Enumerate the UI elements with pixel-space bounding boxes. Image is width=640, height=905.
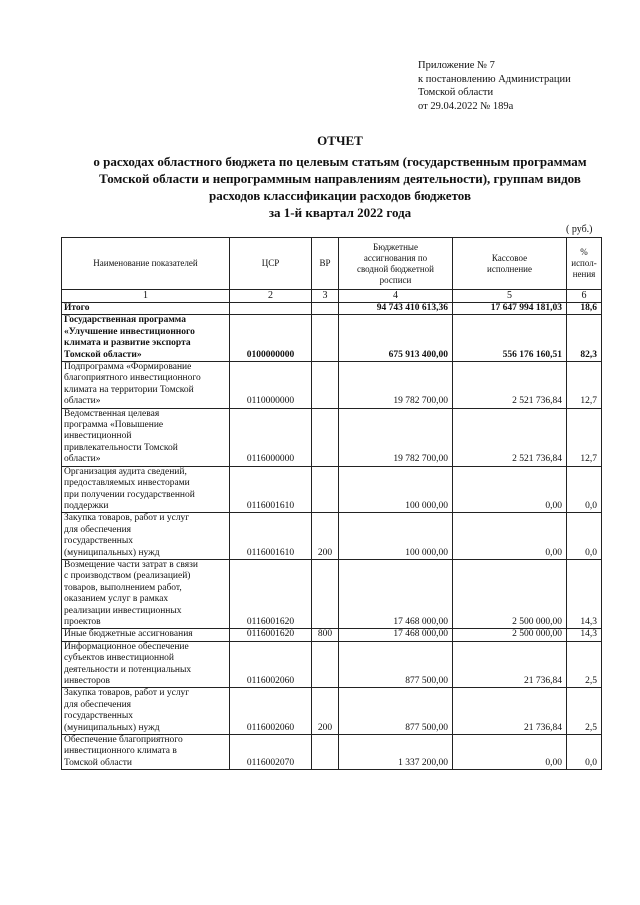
row-pct: 0,0 [567,735,602,770]
row-vr [312,408,339,466]
row-cash: 17 647 994 181,03 [453,303,567,315]
row-budget: 17 468 000,00 [339,629,453,641]
table-row [62,303,602,315]
row-name-line: Томской области» [64,349,142,360]
row-name [62,408,230,466]
row-budget: 19 782 700,00 [339,362,453,409]
header-budget: Бюджетные ассигнования по сводной бюджетной росписи [339,238,453,290]
row-name [62,735,230,770]
row-cash: 21 736,84 [453,688,567,735]
row-cash: 556 176 160,51 [453,315,567,362]
row-name [62,315,230,362]
units-label: ( руб.) [566,224,593,235]
row-budget: 877 500,00 [339,641,453,688]
row-pct: 14,3 [567,629,602,641]
row-name-line: области» [64,454,101,465]
row-name-line: Возмещение части затрат в связи [64,559,198,570]
header-cash: Кассовое исполнение [453,238,567,290]
row-vr: 200 [312,688,339,735]
row-vr [312,303,339,315]
header-csr: ЦСР [230,238,312,290]
row-name-line: деятельности и потенциальных [64,664,192,675]
report-title-line: Томской области и непрограммным направлениям деятельности), группам видов [99,171,581,186]
row-budget: 17 468 000,00 [339,559,453,628]
row-name [62,513,230,560]
row-name-line: проектов [64,616,101,627]
row-name-line: программа «Повышение [64,420,164,431]
table-row [62,735,602,770]
report-title [40,132,640,221]
index-cell: 4 [339,290,453,303]
row-name [62,466,230,513]
row-name-line: государственных [64,711,134,722]
header-vr: ВР [312,238,339,290]
row-name [62,641,230,688]
row-name-line: Организация аудита сведений, [64,466,187,477]
row-name [62,688,230,735]
row-cash: 2 500 000,00 [453,559,567,628]
row-name-line: Закупка товаров, работ и услуг [64,513,190,524]
table-row [62,362,602,409]
row-name-line: Подпрограмма «Формирование [64,362,192,373]
index-cell: 5 [453,290,567,303]
row-name-line: Обеспечение благоприятного [64,735,183,746]
row-vr [312,559,339,628]
table-index-row [62,290,602,303]
row-csr: 0116001620 [230,559,312,628]
appendix-line: Томской области [418,87,494,99]
header-pct: % испол- нения [567,238,602,290]
row-budget: 1 337 200,00 [339,735,453,770]
appendix-line: к постановлению Администрации [418,73,571,85]
row-cash: 0,00 [453,735,567,770]
table-header-row [62,238,602,290]
row-budget: 877 500,00 [339,688,453,735]
row-name-line: инвесторов [64,676,111,686]
row-pct: 12,7 [567,408,602,466]
row-name-line: Информационное обеспечение [64,641,189,652]
row-name-line: благоприятного инвестиционного [64,373,201,384]
row-name-line: для обеспечения [64,524,132,535]
row-csr: 0116001610 [230,466,312,513]
report-title-line: расходов классификации расходов бюджетов [209,188,471,203]
row-budget: 100 000,00 [339,513,453,560]
row-name-line: Итого [64,303,90,313]
row-csr: 0100000000 [230,315,312,362]
row-name-line: области» [64,396,101,407]
row-name-line: поддержки [64,500,109,511]
row-pct: 14,3 [567,559,602,628]
row-name-line: предоставляемых инвесторами [64,478,190,489]
report-title-line: о расходах областного бюджета по целевым статьям (государственным программам [93,154,587,169]
appendix-note [418,59,628,113]
row-cash: 2 521 736,84 [453,362,567,409]
row-pct: 0,0 [567,513,602,560]
row-cash: 2 500 000,00 [453,629,567,641]
index-cell: 3 [312,290,339,303]
row-name-line: товаров, выполнением работ, [64,582,182,593]
row-pct: 12,7 [567,362,602,409]
row-vr [312,362,339,409]
row-name-line: реализации инвестиционных [64,605,182,616]
row-budget: 100 000,00 [339,466,453,513]
row-csr: 0116000000 [230,408,312,466]
table-row [62,315,602,362]
table-row [62,466,602,513]
row-pct: 2,5 [567,641,602,688]
row-name-line: привлекательности Томской [64,442,178,453]
row-vr [312,735,339,770]
row-csr: 0116002060 [230,688,312,735]
report-table [61,237,602,770]
row-name-line: с производством (реализацией) [64,571,191,582]
row-name-line: «Улучшение инвестиционного [64,326,195,337]
row-name-line: Томской области [64,757,132,768]
row-cash: 21 736,84 [453,641,567,688]
row-vr: 200 [312,513,339,560]
table-row [62,559,602,628]
index-cell: 2 [230,290,312,303]
row-name-line: Ведомственная целевая [64,408,160,419]
row-name-line: для обеспечения [64,699,132,710]
row-pct: 82,3 [567,315,602,362]
row-pct: 18,6 [567,303,602,315]
table-row [62,641,602,688]
row-csr: 0116001620 [230,629,312,641]
row-cash: 2 521 736,84 [453,408,567,466]
row-name [62,559,230,628]
row-budget: 19 782 700,00 [339,408,453,466]
row-name-line: климата и развитие экспорта [64,338,191,349]
row-name-line: инвестиционного климата в [64,746,177,757]
appendix-line: Приложение № 7 [418,60,495,71]
row-name-line: (муниципальных) нужд [64,722,160,733]
index-cell: 1 [62,290,230,303]
row-budget: 94 743 410 613,36 [339,303,453,315]
header-name: Наименование показателей [62,238,230,290]
row-name-line: при получении государственной [64,489,195,500]
row-csr: 0116001610 [230,513,312,560]
row-pct: 0,0 [567,466,602,513]
row-name [62,362,230,409]
row-cash: 0,00 [453,466,567,513]
row-cash: 0,00 [453,513,567,560]
row-vr: 800 [312,629,339,641]
row-name-line: субъектов инвестиционной [64,653,174,664]
row-csr [230,303,312,315]
row-budget: 675 913 400,00 [339,315,453,362]
table-row [62,408,602,466]
row-name-line: Государственная программа [64,315,186,326]
row-csr: 0110000000 [230,362,312,409]
table-row [62,513,602,560]
row-csr: 0116002060 [230,641,312,688]
table-row [62,688,602,735]
index-cell: 6 [567,290,602,303]
row-name [62,303,230,315]
row-name-line: Иные бюджетные ассигнования [64,629,193,640]
row-name-line: оказанием услуг в рамках [64,594,169,605]
row-name-line: Закупка товаров, работ и услуг [64,688,190,699]
row-name-line: климата на территории Томской [64,384,194,395]
row-vr [312,315,339,362]
row-vr [312,466,339,513]
row-vr [312,641,339,688]
row-name [62,629,230,641]
row-name-line: государственных [64,536,134,547]
appendix-line: от 29.04.2022 № 189а [418,100,514,112]
row-name-line: (муниципальных) нужд [64,547,160,558]
row-name-line: инвестиционной [64,431,132,442]
row-pct: 2,5 [567,688,602,735]
report-title-main: ОТЧЕТ [317,133,363,148]
report-title-line: за 1-й квартал 2022 года [268,205,412,220]
table-row [62,629,602,641]
row-csr: 0116002070 [230,735,312,770]
